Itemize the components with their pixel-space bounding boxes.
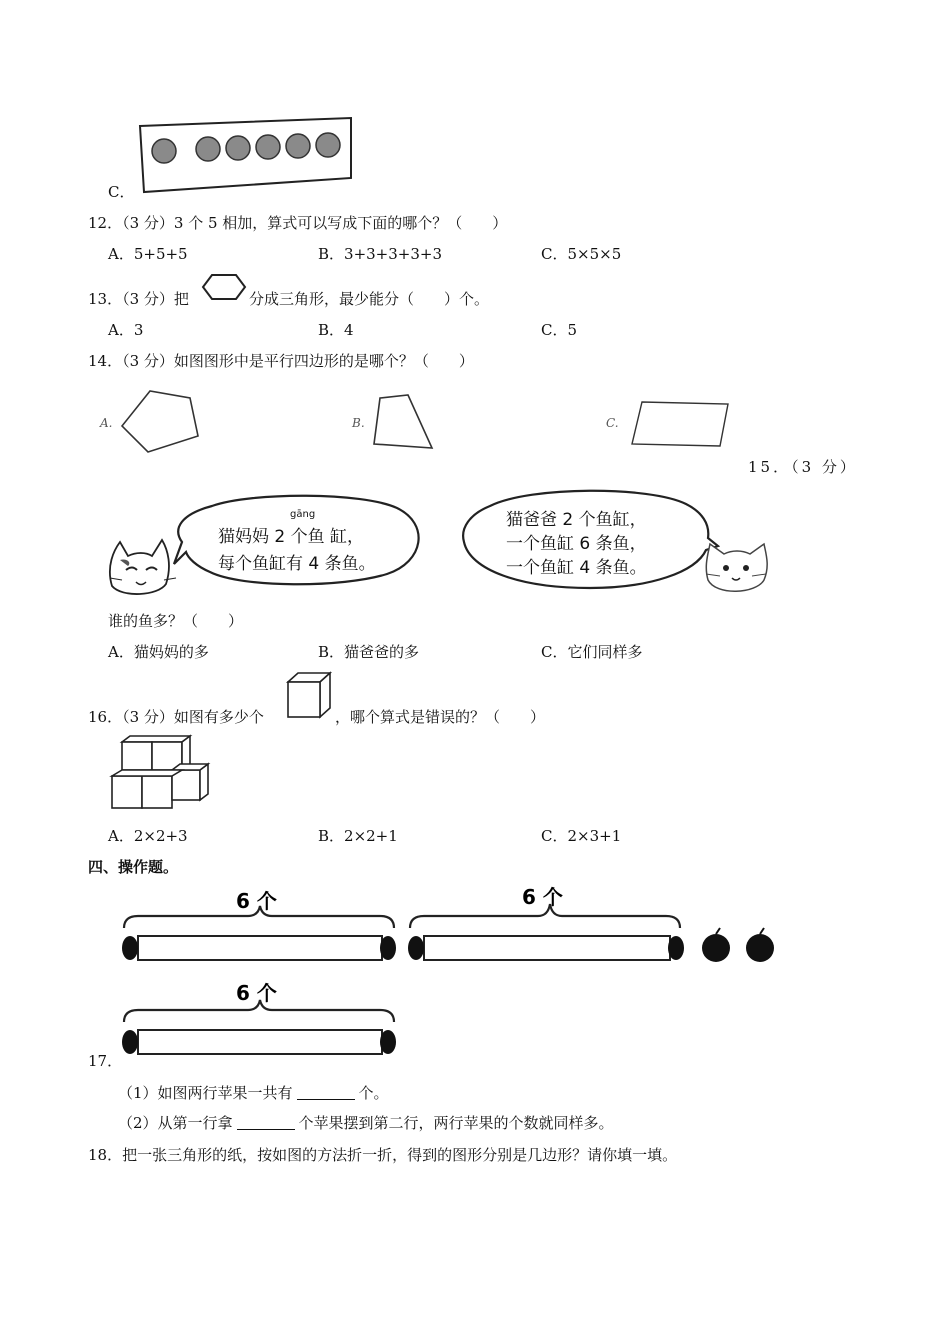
q17-sub2-post: 个苹果摆到第二行，两行苹果的个数就同样多。 — [298, 1114, 614, 1132]
cube-icon — [284, 670, 334, 720]
q11-option-c[interactable]: C． — [108, 183, 135, 201]
q18-stem: 18．把一张三角形的纸，按如图的方法折一折，得到的图形分别是几边形？请你填一填。 — [88, 1146, 678, 1164]
mother-line2: 每个鱼缸有 4 条鱼。 — [218, 554, 376, 574]
q13-option-c[interactable]: C．5 — [541, 321, 578, 339]
q16-option-c[interactable]: C．2×3+1 — [541, 827, 622, 845]
q15-stem: 15．（3 分） — [748, 458, 858, 476]
q13-stem-pre: 13．（3 分）把 — [88, 290, 189, 308]
father-line3: 一个鱼缸 4 条鱼。 — [506, 558, 647, 578]
mother-cat-icon — [106, 536, 180, 598]
q17-sub2-pre: （2）从第一行拿 — [118, 1114, 233, 1132]
q15-option-b[interactable]: B．猫爸爸的多 — [318, 643, 420, 661]
q16-stem-pre: 16．（3 分）如图有多少个 — [88, 708, 264, 726]
dot-card-figure — [138, 116, 354, 194]
q15-option-c[interactable]: C．它们同样多 — [541, 643, 643, 661]
brace-label-1: 6 个 — [236, 889, 277, 913]
q17-sub1 — [118, 1082, 389, 1103]
father-line2: 一个鱼缸 6 条鱼， — [506, 534, 647, 554]
father-line1: 猫爸爸 2 个鱼缸， — [506, 510, 647, 530]
q16-option-b[interactable]: B．2×2+1 — [318, 827, 398, 845]
q12-option-b[interactable]: B．3+3+3+3+3 — [318, 245, 443, 263]
q14-label-a[interactable]: A. — [100, 416, 113, 430]
q12-stem: 12．（3 分）3 个 5 相加，算式可以写成下面的哪个？（ ） — [88, 214, 508, 232]
q12-option-c[interactable]: C．5×5×5 — [541, 245, 622, 263]
trapezoid-shape — [370, 392, 436, 452]
q12-option-a[interactable]: A．5+5+5 — [108, 245, 188, 263]
stacked-cubes-figure — [108, 734, 212, 812]
mother-pinyin: gāng — [290, 509, 316, 520]
q17-sub1-pre: （1）如图两行苹果一共有 — [118, 1084, 293, 1102]
hexagon-icon — [200, 272, 248, 302]
q16-option-a[interactable]: A．2×2+3 — [108, 827, 188, 845]
brace-label-3: 6 个 — [236, 981, 277, 1005]
section4-title: 四、操作题。 — [88, 858, 179, 876]
apple-rows-figure — [118, 880, 786, 1064]
q13-option-b[interactable]: B．4 — [318, 321, 354, 339]
father-cat-icon — [700, 540, 772, 598]
q16-stem-post: ，哪个算式是错误的？（ ） — [335, 708, 546, 726]
q13-stem-post: 分成三角形，最少能分（ ）个。 — [249, 290, 490, 308]
q14-label-c[interactable]: C. — [606, 416, 619, 430]
q15-option-a[interactable]: A．猫妈妈的多 — [108, 643, 209, 661]
q17-sub2-blank[interactable] — [237, 1115, 295, 1130]
parallelogram-shape — [628, 398, 734, 450]
pentagon-shape — [118, 388, 204, 456]
brace-label-2: 6 个 — [522, 885, 563, 909]
q17-sub2 — [118, 1112, 614, 1133]
q17-number: 17． — [88, 1052, 123, 1070]
q14-stem: 14．（3 分）如图图形中是平行四边形的是哪个？（ ） — [88, 352, 474, 370]
q17-sub1-post: 个。 — [358, 1084, 389, 1102]
mother-line1: 猫妈妈 2 个鱼 缸， — [218, 527, 365, 547]
q13-option-a[interactable]: A．3 — [108, 321, 144, 339]
q15-question: 谁的鱼多？（ ） — [108, 612, 244, 630]
q14-label-b[interactable]: B. — [352, 416, 365, 430]
q17-sub1-blank[interactable] — [297, 1085, 355, 1100]
